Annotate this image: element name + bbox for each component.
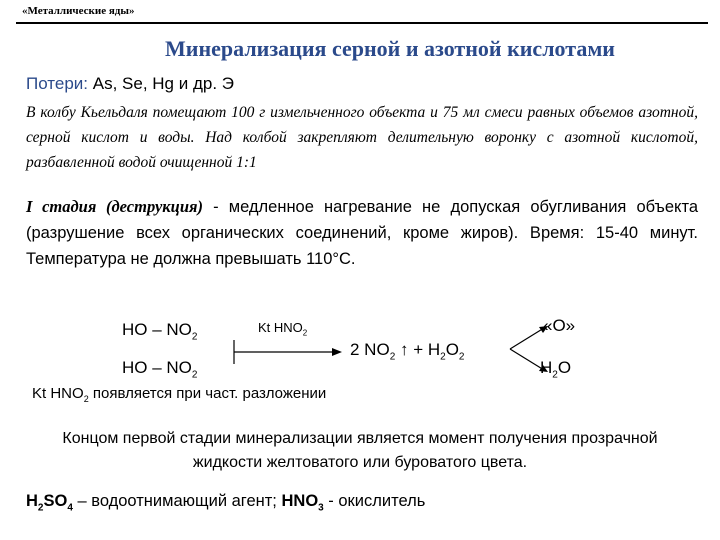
conclusion-paragraph: Концом первой стадии минерализации является момент получения прозрачной жидкости желтоватого или буроватого цвета. [62,430,658,471]
stage-title: I стадия (деструкция) [26,197,204,216]
branch-bottom-product [540,358,571,380]
reactant-1-sub: 2 [191,331,198,343]
products-sub-b: 2 [440,351,446,363]
water-h: H [540,358,553,377]
branch-top-product: «O» [543,316,576,335]
reactant-1 [122,320,197,342]
reactant-2 [122,358,197,380]
products-sub-a: 2 [389,351,396,363]
losses-line [26,74,234,94]
stage-text: - медленное нагревание не допуская обугливания объекта (разрушение всех органических соединений, кроме жиров). Время: 15-40 минут. Температура не должна превышать 110°С. [26,198,698,268]
products-sub-c: 2 [458,351,465,363]
water-o: O [557,358,572,377]
losses-label: Потери: [26,74,89,93]
h2so4-so: SO [43,492,68,510]
reaction-arrow [232,332,344,372]
reactant-2-sub: 2 [191,369,198,381]
reaction-scheme [0,310,720,390]
kjeldahl-paragraph: В колбу Кьельдаля помещают 100 г измельченного объекта и 75 мл смеси равных объемов азотной, серной кислот и воды. Над колбой закрепляют делительную воронку с азотной кислотой, разбавленной водой очищенной 1:1 [26,104,698,171]
catalyst-note [32,385,326,404]
h2so4-formula [26,492,73,514]
kt-note-b: появляется при част. разложении [88,385,327,402]
reagents-line [26,492,425,513]
hno3-sub: 3 [318,502,324,514]
hno3-formula [281,492,324,514]
stage-paragraph [26,194,698,272]
header-divider [16,22,708,24]
h2so4-sub-1: 2 [37,502,44,514]
catalyst-text: Kt HNO [258,320,303,335]
reactant-1-text: HO – NO [122,320,192,339]
kt-note-a: Kt HNO [32,385,84,402]
reaction-products [350,340,464,362]
products-part-a: 2 NO [350,340,390,359]
h2so4-sub-2: 4 [67,502,73,514]
reagents-middle: – водоотнимающий агент; [72,492,282,510]
reagents-end: - окислитель [323,492,426,510]
products-part-b: ↑ + H [395,340,441,359]
products-part-c: O [445,340,459,359]
page-title: Минерализация серной и азотной кислотами [165,36,615,61]
hno3-text: HNO [281,492,319,510]
reactant-2-text: HO – NO [122,358,192,377]
losses-text: As, Se, Hg и др. Э [88,74,234,93]
catalyst-sub: 2 [302,328,308,338]
water-sub: 2 [552,369,558,381]
h2so4-h: H [26,492,38,510]
header-label: «Металлические яды» [22,5,135,17]
kt-note-sub: 2 [83,394,89,404]
